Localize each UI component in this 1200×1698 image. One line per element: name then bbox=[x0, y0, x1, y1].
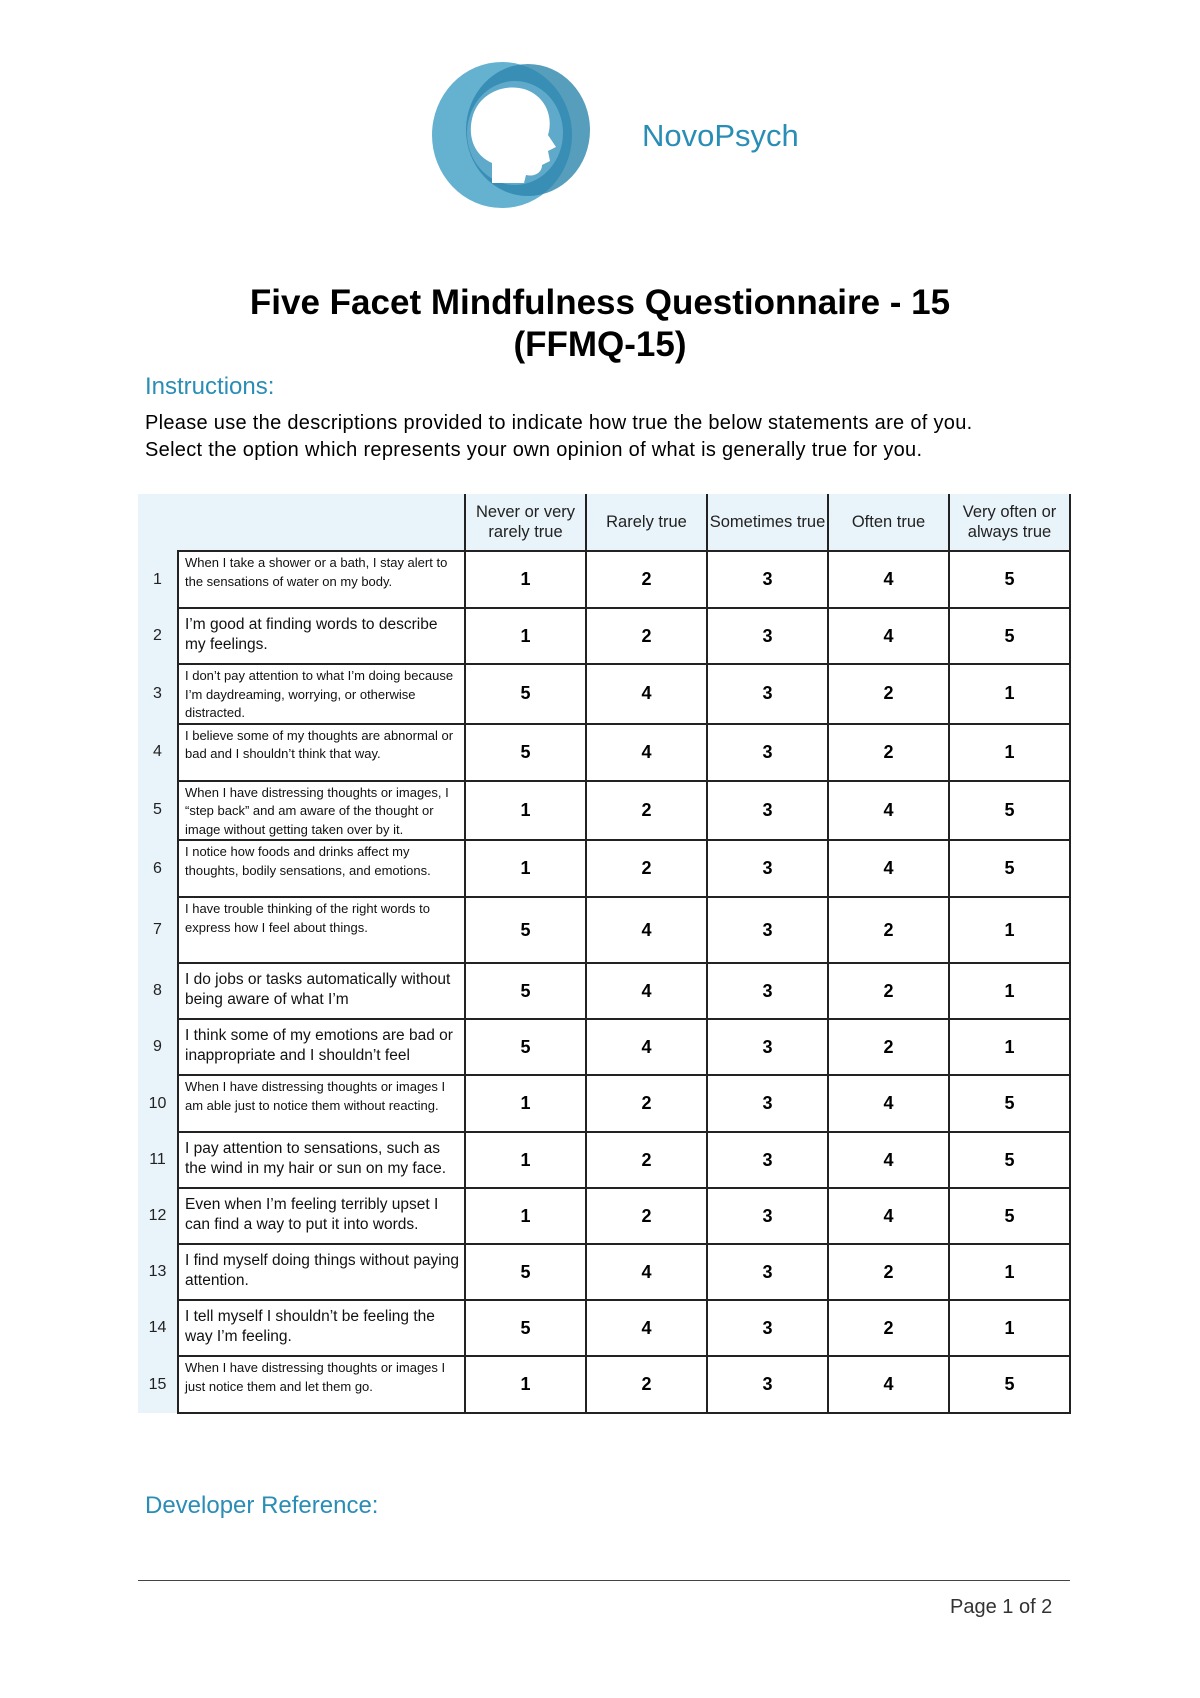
item-statement: I notice how foods and drinks affect my thoughts, bodily sensations, and emotions. bbox=[178, 840, 465, 897]
response-option[interactable]: 4 bbox=[828, 1356, 949, 1413]
response-option[interactable]: 5 bbox=[949, 1356, 1070, 1413]
response-option[interactable]: 1 bbox=[465, 1132, 586, 1188]
response-option[interactable]: 4 bbox=[828, 781, 949, 841]
response-option[interactable]: 3 bbox=[707, 1300, 828, 1356]
response-option[interactable]: 3 bbox=[707, 1188, 828, 1244]
table-row bbox=[138, 724, 1070, 781]
response-option[interactable]: 1 bbox=[465, 840, 586, 897]
header-blank bbox=[138, 494, 178, 551]
response-option[interactable]: 2 bbox=[586, 1075, 707, 1132]
response-option[interactable]: 3 bbox=[707, 724, 828, 781]
item-statement: I do jobs or tasks automatically without being aware of what I’m bbox=[178, 963, 465, 1019]
head-silhouette-logo-icon bbox=[430, 55, 600, 210]
page-number: Page 1 of 2 bbox=[950, 1596, 1053, 1618]
response-option[interactable]: 3 bbox=[707, 1132, 828, 1188]
response-option[interactable]: 2 bbox=[828, 1300, 949, 1356]
item-number: 4 bbox=[138, 724, 178, 781]
response-option[interactable]: 2 bbox=[828, 1244, 949, 1300]
response-option[interactable]: 5 bbox=[465, 1244, 586, 1300]
column-header: Rarely true bbox=[586, 494, 707, 551]
response-option[interactable]: 5 bbox=[465, 963, 586, 1019]
item-number: 3 bbox=[138, 664, 178, 724]
response-option[interactable]: 2 bbox=[828, 664, 949, 724]
item-number: 15 bbox=[138, 1356, 178, 1413]
response-option[interactable]: 1 bbox=[465, 551, 586, 608]
table-row bbox=[138, 1132, 1070, 1188]
table-row bbox=[138, 1244, 1070, 1300]
response-option[interactable]: 1 bbox=[949, 1300, 1070, 1356]
table-row bbox=[138, 664, 1070, 724]
column-header: Sometimes true bbox=[707, 494, 828, 551]
response-option[interactable]: 3 bbox=[707, 608, 828, 664]
table-row bbox=[138, 608, 1070, 664]
response-option[interactable]: 3 bbox=[707, 897, 828, 963]
response-option[interactable]: 4 bbox=[586, 897, 707, 963]
response-option[interactable]: 1 bbox=[949, 897, 1070, 963]
response-option[interactable]: 4 bbox=[828, 840, 949, 897]
response-option[interactable]: 4 bbox=[586, 1300, 707, 1356]
item-statement: When I have distressing thoughts or images I am able just to notice them without reacting. bbox=[178, 1075, 465, 1132]
brand-logo bbox=[430, 55, 600, 210]
item-number: 9 bbox=[138, 1019, 178, 1075]
response-option[interactable]: 5 bbox=[949, 1075, 1070, 1132]
item-statement: I pay attention to sensations, such as the wind in my hair or sun on my face. bbox=[178, 1132, 465, 1188]
item-number: 11 bbox=[138, 1132, 178, 1188]
response-option[interactable]: 4 bbox=[828, 1188, 949, 1244]
item-number: 5 bbox=[138, 781, 178, 841]
response-option[interactable]: 1 bbox=[465, 608, 586, 664]
column-header: Often true bbox=[828, 494, 949, 551]
response-option[interactable]: 2 bbox=[586, 781, 707, 841]
response-option[interactable]: 5 bbox=[465, 1300, 586, 1356]
response-option[interactable]: 3 bbox=[707, 1244, 828, 1300]
response-option[interactable]: 2 bbox=[586, 1132, 707, 1188]
table-row bbox=[138, 1300, 1070, 1356]
item-statement: When I take a shower or a bath, I stay alert to the sensations of water on my body. bbox=[178, 551, 465, 608]
response-option[interactable]: 1 bbox=[465, 781, 586, 841]
response-option[interactable]: 1 bbox=[949, 1244, 1070, 1300]
item-number: 14 bbox=[138, 1300, 178, 1356]
questionnaire-table bbox=[138, 494, 1071, 1414]
response-option[interactable]: 2 bbox=[828, 897, 949, 963]
item-number: 12 bbox=[138, 1188, 178, 1244]
response-option[interactable]: 3 bbox=[707, 664, 828, 724]
item-number: 7 bbox=[138, 897, 178, 963]
response-option[interactable]: 5 bbox=[465, 897, 586, 963]
developer-reference-heading: Developer Reference: bbox=[145, 1492, 379, 1519]
response-option[interactable]: 1 bbox=[949, 963, 1070, 1019]
response-option[interactable]: 5 bbox=[949, 608, 1070, 664]
response-option[interactable]: 5 bbox=[949, 1132, 1070, 1188]
instructions-line-1: Please use the descriptions provided to indicate how true the below statements are of you. bbox=[145, 412, 973, 434]
response-option[interactable]: 4 bbox=[586, 724, 707, 781]
response-option[interactable]: 3 bbox=[707, 551, 828, 608]
response-option[interactable]: 2 bbox=[586, 608, 707, 664]
response-option[interactable]: 5 bbox=[465, 1019, 586, 1075]
table-row bbox=[138, 840, 1070, 897]
response-option[interactable]: 3 bbox=[707, 1356, 828, 1413]
item-statement: Even when I’m feeling terribly upset I can find a way to put it into words. bbox=[178, 1188, 465, 1244]
footer-divider bbox=[138, 1580, 1070, 1581]
response-option[interactable]: 4 bbox=[586, 1244, 707, 1300]
item-statement: I don’t pay attention to what I’m doing because I’m daydreaming, worrying, or otherwise distracted. bbox=[178, 664, 465, 724]
table-row bbox=[138, 1019, 1070, 1075]
column-header: Very often or always true bbox=[949, 494, 1070, 551]
item-statement: I’m good at finding words to describe my feelings. bbox=[178, 608, 465, 664]
response-option[interactable]: 4 bbox=[828, 1075, 949, 1132]
table-row bbox=[138, 963, 1070, 1019]
response-option[interactable]: 3 bbox=[707, 840, 828, 897]
item-statement: I believe some of my thoughts are abnormal or bad and I shouldn’t think that way. bbox=[178, 724, 465, 781]
response-option[interactable]: 3 bbox=[707, 1075, 828, 1132]
header-blank bbox=[178, 494, 465, 551]
response-option[interactable]: 5 bbox=[949, 1188, 1070, 1244]
response-option[interactable]: 1 bbox=[465, 1075, 586, 1132]
item-statement: I have trouble thinking of the right words to express how I feel about things. bbox=[178, 897, 465, 963]
item-number: 1 bbox=[138, 551, 178, 608]
response-option[interactable]: 2 bbox=[828, 724, 949, 781]
response-option[interactable]: 3 bbox=[707, 1019, 828, 1075]
item-statement: When I have distressing thoughts or images I just notice them and let them go. bbox=[178, 1356, 465, 1413]
item-number: 2 bbox=[138, 608, 178, 664]
response-option[interactable]: 5 bbox=[949, 551, 1070, 608]
response-option[interactable]: 2 bbox=[828, 963, 949, 1019]
response-option[interactable]: 3 bbox=[707, 963, 828, 1019]
response-option[interactable]: 4 bbox=[586, 664, 707, 724]
response-option[interactable]: 2 bbox=[828, 1019, 949, 1075]
item-statement: When I have distressing thoughts or images, I “step back” and am aware of the thought or image without getting taken over by it. bbox=[178, 781, 465, 841]
brand-name: NovoPsych bbox=[642, 118, 799, 153]
response-option[interactable]: 4 bbox=[828, 1132, 949, 1188]
response-option[interactable]: 4 bbox=[586, 963, 707, 1019]
title-line-2: (FFMQ-15) bbox=[513, 325, 687, 364]
response-option[interactable]: 5 bbox=[949, 840, 1070, 897]
table-row bbox=[138, 781, 1070, 841]
response-option[interactable]: 4 bbox=[828, 608, 949, 664]
response-option[interactable]: 1 bbox=[949, 1019, 1070, 1075]
table-row bbox=[138, 897, 1070, 963]
table-row bbox=[138, 1188, 1070, 1244]
item-number: 13 bbox=[138, 1244, 178, 1300]
item-statement: I tell myself I shouldn’t be feeling the way I’m feeling. bbox=[178, 1300, 465, 1356]
response-option[interactable]: 3 bbox=[707, 781, 828, 841]
response-option[interactable]: 1 bbox=[949, 664, 1070, 724]
response-option[interactable]: 4 bbox=[586, 1019, 707, 1075]
title-line-1: Five Facet Mindfulness Questionnaire - 15 bbox=[249, 283, 951, 322]
item-number: 10 bbox=[138, 1075, 178, 1132]
column-header: Never or very rarely true bbox=[465, 494, 586, 551]
item-number: 8 bbox=[138, 963, 178, 1019]
response-option[interactable]: 1 bbox=[465, 1188, 586, 1244]
instructions-text bbox=[145, 410, 972, 464]
response-option[interactable]: 2 bbox=[586, 1356, 707, 1413]
response-option[interactable]: 5 bbox=[465, 664, 586, 724]
table-header-row bbox=[138, 494, 1070, 551]
instructions-heading: Instructions: bbox=[145, 373, 275, 400]
table-row bbox=[138, 1075, 1070, 1132]
table-row bbox=[138, 1356, 1070, 1413]
response-option[interactable]: 2 bbox=[586, 840, 707, 897]
response-option[interactable]: 5 bbox=[465, 724, 586, 781]
response-option[interactable]: 2 bbox=[586, 1188, 707, 1244]
response-option[interactable]: 2 bbox=[586, 551, 707, 608]
document-title bbox=[0, 282, 1200, 366]
instructions-line-2: Select the option which represents your own opinion of what is generally true for you. bbox=[145, 439, 923, 461]
item-statement: I think some of my emotions are bad or inappropriate and I shouldn’t feel bbox=[178, 1019, 465, 1075]
response-option[interactable]: 4 bbox=[828, 551, 949, 608]
table-row bbox=[138, 551, 1070, 608]
item-number: 6 bbox=[138, 840, 178, 897]
item-statement: I find myself doing things without paying attention. bbox=[178, 1244, 465, 1300]
response-option[interactable]: 1 bbox=[949, 724, 1070, 781]
response-option[interactable]: 5 bbox=[949, 781, 1070, 841]
response-option[interactable]: 1 bbox=[465, 1356, 586, 1413]
